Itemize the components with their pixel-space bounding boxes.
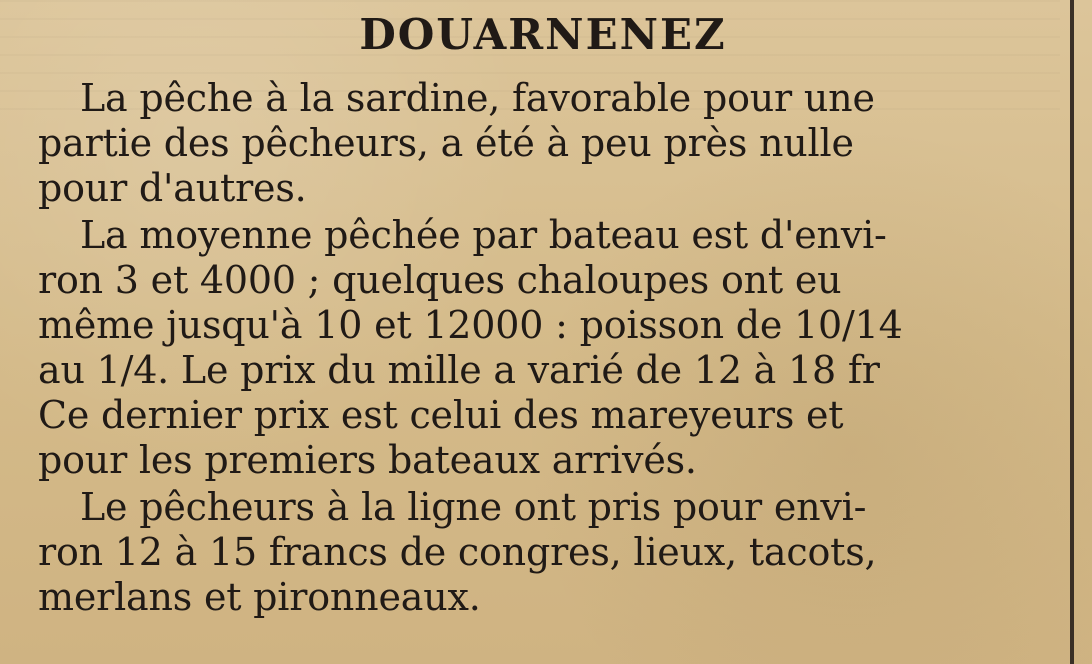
article-line: pour d'autres. [38,166,307,210]
article-paragraph-3 [38,485,1048,620]
article-line: même jusqu'à 10 et 12000 : poisson de 10/14 [38,303,903,347]
article-line: merlans et pironneaux. [38,575,481,619]
article-paragraph-1 [38,76,1048,211]
article-paragraph-2 [38,213,1048,483]
article-line: La moyenne pêchée par bateau est d'envi- [80,213,887,257]
column-rule [1070,0,1074,664]
article-headline: DOUARNENEZ [359,10,727,59]
article-line: pour les premiers bateaux arrivés. [38,438,697,482]
article-line: ron 12 à 15 francs de congres, lieux, tacots, [38,530,877,574]
article-line: partie des pêcheurs, a été à peu près nulle [38,121,854,165]
newspaper-article [38,8,1048,620]
article-line: Ce dernier prix est celui des mareyeurs et [38,393,844,437]
article-line: La pêche à la sardine, favorable pour une [80,76,875,120]
article-line: Le pêcheurs à la ligne ont pris pour envi- [80,485,867,529]
article-line: au 1/4. Le prix du mille a varié de 12 à 18 fr [38,348,880,392]
article-line: ron 3 et 4000 ; quelques chaloupes ont eu [38,258,842,302]
